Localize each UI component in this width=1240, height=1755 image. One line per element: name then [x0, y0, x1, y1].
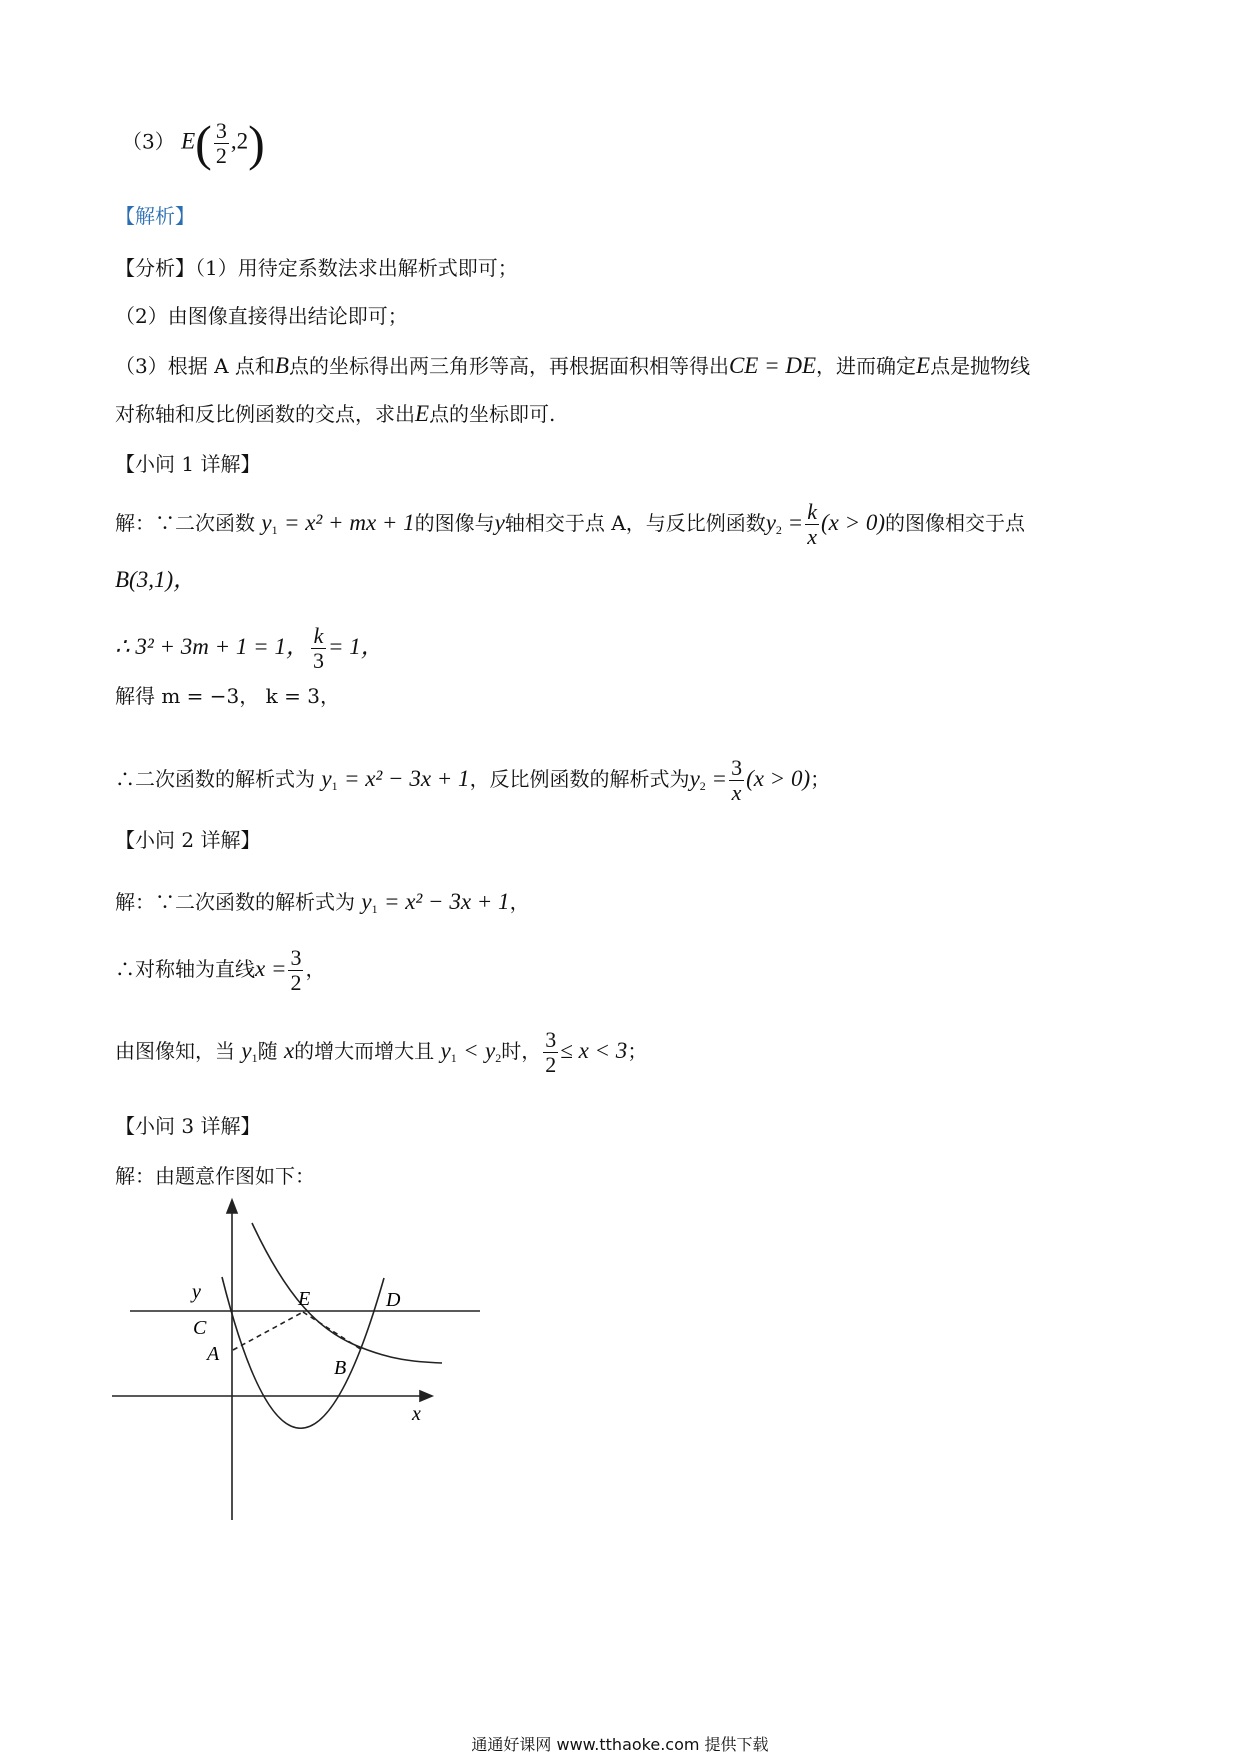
equation-k: = 1，	[327, 634, 384, 659]
answer-3-var: E	[181, 128, 196, 154]
fraction-numerator: 3	[731, 755, 743, 780]
y1-symbol: $y_1$	[241, 1038, 258, 1065]
q3-line-1: 解：由题意作图如下：	[115, 1164, 315, 1188]
q1-line-2: B(3,1)，	[115, 567, 197, 592]
q1-text: ，反比例函数的解析式为	[469, 767, 690, 791]
domain-condition: (x > 0)	[820, 510, 886, 535]
analysis-text: 点的坐标即可.	[429, 402, 556, 426]
q2-text: 的增大而增大且	[294, 1039, 435, 1063]
y2-symbol: $y_2$	[484, 1038, 502, 1065]
answer-3-prefix: （3）	[122, 129, 175, 154]
q2-text: 时，	[501, 1039, 542, 1063]
hyperbola-curve	[252, 1223, 442, 1363]
y1-symbol: $y_1$	[321, 766, 338, 793]
label-x: x	[412, 1403, 421, 1425]
fraction-denominator: 2	[290, 970, 302, 995]
y2-symbol: $y_2$ =	[765, 510, 804, 537]
analysis-text: 点是抛物线	[930, 354, 1031, 378]
axis-x-equals: x =	[255, 956, 287, 981]
answer-3-rest: ,2	[230, 128, 249, 154]
q3-title: 【小问 3 详解】	[115, 1114, 261, 1138]
fraction-denominator: 2	[545, 1052, 557, 1077]
jiexi-heading: 【解析】	[115, 204, 195, 228]
y-axis-symbol: y	[494, 510, 505, 535]
label-b: B	[334, 1357, 347, 1379]
fraction-numerator: 3	[215, 117, 227, 143]
fraction-numerator: 3	[545, 1027, 557, 1052]
label-c: C	[193, 1317, 207, 1339]
q1-text: 解：∵二次函数	[115, 511, 255, 535]
q2-text: 解：∵二次函数的解析式为	[115, 890, 355, 914]
analysis-text: 点的坐标得出两三角形等高，再根据面积相等得出	[288, 354, 729, 378]
footer-source: 通通好课网 www.tthaoke.com 提供下载	[471, 1735, 769, 1754]
q1-text: 的图像与	[414, 511, 495, 535]
y1-symbol: $y_1$	[261, 510, 278, 537]
fraction-denominator: 2	[215, 142, 227, 168]
quadratic-equation: = x² − 3x + 1	[383, 889, 510, 914]
y1-symbol: $y_1$	[361, 889, 378, 916]
point-b: B	[274, 353, 289, 378]
q2-text: ，	[305, 957, 326, 981]
right-paren: )	[248, 115, 265, 171]
q2-text: ；	[627, 1039, 648, 1063]
analysis-text: 对称轴和反比例函数的交点，求出	[115, 402, 415, 426]
point-e: E	[415, 401, 430, 426]
q1-text: 轴相交于点 A，与反比例函数	[504, 511, 766, 535]
q1-text: ；	[810, 767, 831, 791]
q2-text: ∴对称轴为直线	[115, 957, 255, 981]
y2-symbol: $y_2$ =	[689, 766, 728, 793]
analysis-line-2: （2）由图像直接得出结论即可；	[115, 304, 408, 328]
analysis-line-1: 【分析】（1）用待定系数法求出解析式即可；	[115, 256, 518, 280]
y1-symbol: $y_1$	[440, 1038, 457, 1065]
fraction-denominator: x	[731, 780, 742, 805]
label-y: y	[192, 1281, 201, 1303]
q1-title: 【小问 1 详解】	[115, 452, 261, 476]
q1-text: 的图像相交于点	[885, 511, 1026, 535]
q2-text: 随	[257, 1039, 278, 1063]
q1-line-4: 解得 m = −3， k = 3，	[115, 684, 340, 708]
q1-text: ∴二次函数的解析式为	[115, 767, 315, 791]
inequality-result: ≤ x < 3	[560, 1038, 628, 1063]
fraction-denominator: x	[807, 524, 817, 549]
label-a: A	[207, 1343, 220, 1365]
label-d: D	[386, 1289, 401, 1311]
analysis-text: ，进而确定	[816, 354, 917, 378]
quadratic-equation: = x² + mx + 1	[283, 510, 415, 535]
fraction-denominator: 3	[312, 648, 324, 673]
analysis-text: （3）根据 A 点和	[115, 354, 275, 378]
dashed-segment-ae	[233, 1312, 303, 1350]
fraction-numerator: k	[807, 499, 817, 524]
left-paren: (	[195, 115, 212, 171]
x-symbol: x	[283, 1038, 295, 1063]
domain-condition: (x > 0)	[746, 766, 811, 791]
q2-text: ，	[509, 890, 530, 914]
fraction-numerator: k	[311, 624, 326, 649]
less-than: <	[463, 1038, 479, 1063]
quadratic-result: = x² − 3x + 1	[343, 766, 470, 791]
fraction-numerator: 3	[290, 945, 302, 970]
equation-m: ∴ 3² + 3m + 1 = 1，	[115, 634, 309, 659]
q2-text: 由图像知，当	[115, 1039, 235, 1063]
equation-ce-de: CE = DE	[728, 353, 817, 378]
point-e: E	[916, 353, 931, 378]
x-axis-arrow	[420, 1391, 432, 1401]
y-axis-arrow	[227, 1200, 237, 1213]
q2-title: 【小问 2 详解】	[115, 828, 261, 852]
label-e: E	[298, 1288, 311, 1310]
